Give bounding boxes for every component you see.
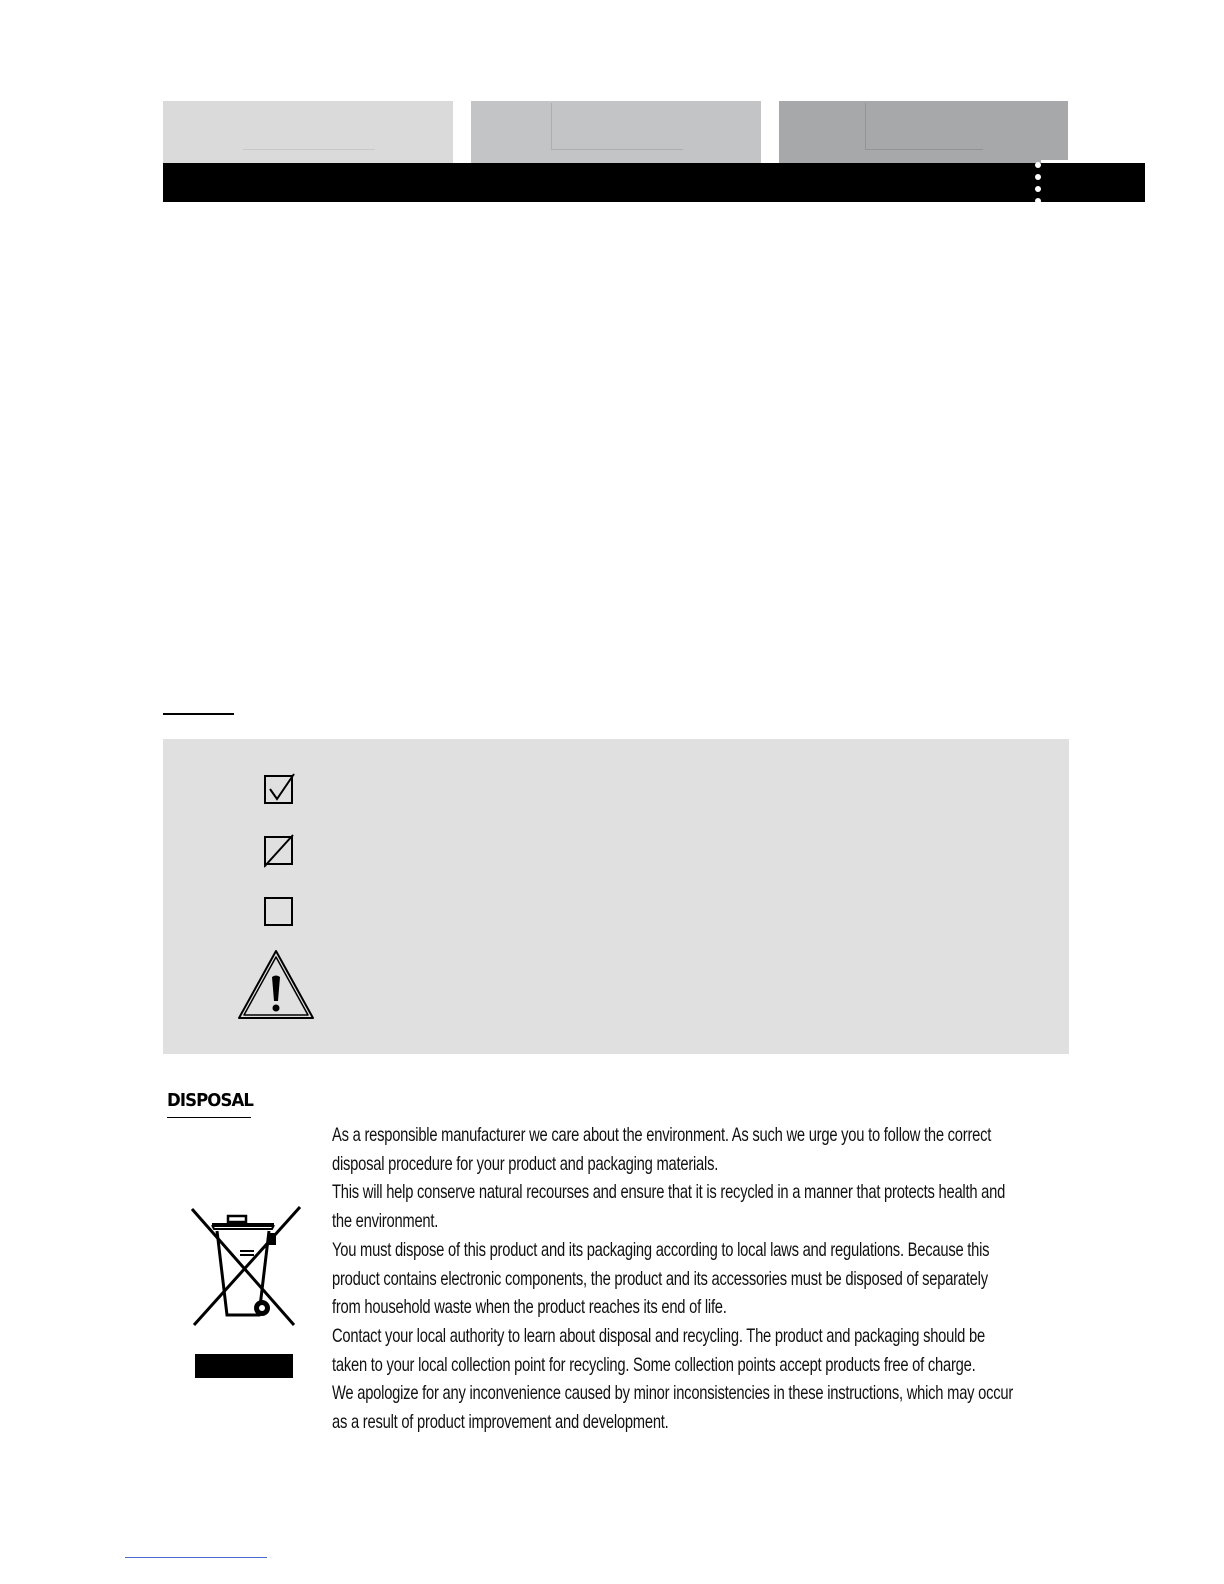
disposal-paragraph: This will help conserve natural recourses and ensure that it is recycled in a manner that protects health and the environment. [332,1181,1006,1233]
tab-2-vertical-rule [551,103,552,149]
disposal-paragraph: You must dispose of this product and its packaging according to local laws and regulations. Because this product contains electronic components, the product and its accessories must be disposed of separately from household waste when the product reaches its end of life. [332,1238,990,1319]
header-dots-icon [1035,160,1041,204]
crossed-out-wheelie-bin-icon [188,1203,304,1329]
tab-1-rule [243,149,375,150]
header-tab-2 [471,101,761,163]
tab-3-vertical-rule [865,103,866,149]
footer-link-underline [125,1557,267,1558]
checkbox-empty-icon [264,897,294,927]
disposal-text [332,1121,1016,1437]
disposal-paragraph: Contact your local authority to learn about disposal and recycling. The product and packaging should be taken to your local collection point for recycling. Some collection points accept products free of charge. [332,1324,985,1376]
warning-triangle-icon [237,949,315,1021]
checkbox-crossed-icon [264,834,296,868]
tab-2-rule [551,149,683,150]
header-notch [1041,160,1091,163]
header-bar [163,163,1145,202]
checkbox-checked-icon [264,773,296,805]
tab-3-rule [865,149,983,150]
header-tab-3 [779,101,1068,163]
disposal-heading: DISPOSAL [167,1090,253,1111]
section-heading-underline [163,713,234,715]
disposal-heading-underline [167,1117,251,1118]
header-tab-1 [163,101,453,163]
disposal-paragraph: As a responsible manufacturer we care about the environment. As such we urge you to follow the correct disposal procedure for your product and packaging materials. [332,1124,992,1175]
weee-black-bar [195,1354,293,1378]
disposal-paragraph: We apologize for any inconvenience caused by minor inconsistencies in these instructions, which may occur as a result of product improvement and development. [332,1382,1014,1434]
